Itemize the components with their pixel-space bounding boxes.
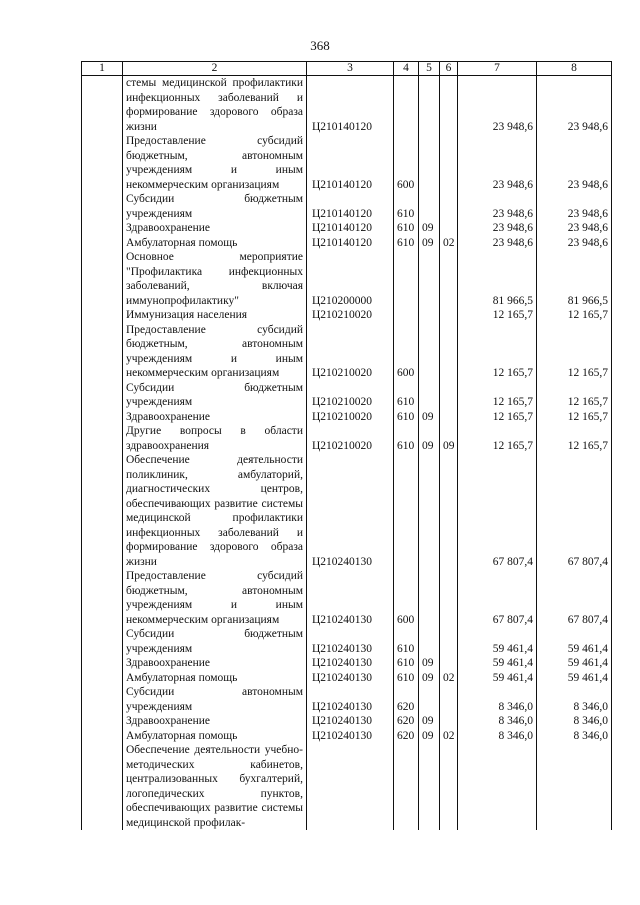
subsection-cell — [440, 453, 458, 569]
subsection-cell — [440, 743, 458, 830]
code-cell: Ц210240130 — [307, 671, 394, 686]
amount-col7-cell: 12 165,7 — [458, 308, 537, 323]
amount-col8-cell: 8 346,0 — [537, 685, 612, 714]
subsection-cell — [440, 381, 458, 410]
subsection-cell — [440, 656, 458, 671]
amount-col8-cell: 8 346,0 — [537, 714, 612, 729]
subsection-cell — [440, 250, 458, 308]
section-cell — [419, 685, 440, 714]
subsection-cell — [440, 685, 458, 714]
code-cell: Ц210240130 — [307, 685, 394, 714]
table-body — [82, 76, 612, 831]
table-row — [82, 656, 612, 671]
column-1-cell — [82, 743, 123, 830]
table-row — [82, 424, 612, 453]
name-cell: Здравоохранение — [123, 656, 307, 671]
name-cell: Иммунизация населения — [123, 308, 307, 323]
column-1-cell — [82, 729, 123, 744]
table-row — [82, 134, 612, 192]
amount-col8-cell: 59 461,4 — [537, 656, 612, 671]
amount-col7-cell: 8 346,0 — [458, 729, 537, 744]
code-cell: Ц210240130 — [307, 656, 394, 671]
amount-col7-cell: 23 948,6 — [458, 192, 537, 221]
column-header: 7 — [458, 62, 537, 76]
expense-type-cell: 620 — [394, 685, 419, 714]
code-cell: Ц210140120 — [307, 76, 394, 135]
column-1-cell — [82, 323, 123, 381]
expense-type-cell: 620 — [394, 729, 419, 744]
table-row — [82, 323, 612, 381]
table-row — [82, 714, 612, 729]
column-1-cell — [82, 76, 123, 135]
amount-col8-cell: 12 165,7 — [537, 410, 612, 425]
amount-col8-cell: 67 807,4 — [537, 569, 612, 627]
name-cell: Предоставление субсидий бюджетным, автономным учреждениям и иным некоммерческим организациям — [123, 323, 307, 381]
section-cell — [419, 381, 440, 410]
page-number: 368 — [310, 38, 330, 53]
section-cell — [419, 76, 440, 135]
amount-col7-cell: 8 346,0 — [458, 685, 537, 714]
subsection-cell — [440, 627, 458, 656]
name-cell: Амбулаторная помощь — [123, 729, 307, 744]
column-header: 2 — [123, 62, 307, 76]
expense-type-cell: 610 — [394, 410, 419, 425]
table-row — [82, 250, 612, 308]
amount-col7-cell: 23 948,6 — [458, 76, 537, 135]
code-cell: Ц210240130 — [307, 453, 394, 569]
expense-type-cell — [394, 250, 419, 308]
name-cell: Здравоохранение — [123, 714, 307, 729]
expense-type-cell — [394, 308, 419, 323]
code-cell: Ц210210020 — [307, 424, 394, 453]
section-cell: 09 — [419, 671, 440, 686]
table-row — [82, 729, 612, 744]
column-1-cell — [82, 685, 123, 714]
table-row — [82, 671, 612, 686]
column-1-cell — [82, 236, 123, 251]
table-row — [82, 192, 612, 221]
amount-col8-cell: 67 807,4 — [537, 453, 612, 569]
section-cell — [419, 192, 440, 221]
amount-col7-cell: 23 948,6 — [458, 221, 537, 236]
table-row — [82, 569, 612, 627]
code-cell: Ц210240130 — [307, 627, 394, 656]
code-cell — [307, 743, 394, 830]
expense-type-cell — [394, 76, 419, 135]
amount-col7-cell: 23 948,6 — [458, 236, 537, 251]
table-row — [82, 308, 612, 323]
expense-type-cell: 610 — [394, 671, 419, 686]
expense-type-cell: 620 — [394, 714, 419, 729]
amount-col7-cell: 81 966,5 — [458, 250, 537, 308]
name-cell: Обеспечение деятельности поликлиник, амбулаторий, диагностических центров, обеспечивающих развитие системы медицинской профилактики инфекционных заболеваний и формирование здорового образа жизни — [123, 453, 307, 569]
table-row — [82, 410, 612, 425]
code-cell: Ц210240130 — [307, 729, 394, 744]
expense-type-cell: 600 — [394, 569, 419, 627]
amount-col8-cell: 23 948,6 — [537, 192, 612, 221]
column-header: 3 — [307, 62, 394, 76]
section-cell: 09 — [419, 424, 440, 453]
table-row — [82, 221, 612, 236]
amount-col7-cell: 59 461,4 — [458, 627, 537, 656]
name-cell: Амбулаторная помощь — [123, 236, 307, 251]
section-cell: 09 — [419, 221, 440, 236]
amount-col8-cell: 59 461,4 — [537, 671, 612, 686]
code-cell: Ц210140120 — [307, 221, 394, 236]
expense-type-cell: 610 — [394, 221, 419, 236]
amount-col8-cell: 23 948,6 — [537, 236, 612, 251]
subsection-cell — [440, 569, 458, 627]
expense-type-cell: 600 — [394, 323, 419, 381]
code-cell: Ц210240130 — [307, 569, 394, 627]
name-cell: Субсидии автономным учреждениям — [123, 685, 307, 714]
table-row — [82, 381, 612, 410]
amount-col8-cell: 12 165,7 — [537, 381, 612, 410]
table-row — [82, 627, 612, 656]
expense-type-cell: 600 — [394, 134, 419, 192]
expense-type-cell: 610 — [394, 192, 419, 221]
subsection-cell — [440, 714, 458, 729]
name-cell: Предоставление субсидий бюджетным, автономным учреждениям и иным некоммерческим организациям — [123, 569, 307, 627]
subsection-cell — [440, 410, 458, 425]
amount-col7-cell: 12 165,7 — [458, 323, 537, 381]
name-cell: Субсидии бюджетным учреждениям — [123, 381, 307, 410]
column-1-cell — [82, 410, 123, 425]
amount-col7-cell: 67 807,4 — [458, 569, 537, 627]
amount-col7-cell: 59 461,4 — [458, 656, 537, 671]
amount-col8-cell: 8 346,0 — [537, 729, 612, 744]
subsection-cell — [440, 323, 458, 381]
subsection-cell — [440, 308, 458, 323]
column-1-cell — [82, 221, 123, 236]
column-header: 5 — [419, 62, 440, 76]
section-cell — [419, 569, 440, 627]
code-cell: Ц210200000 — [307, 250, 394, 308]
column-1-cell — [82, 381, 123, 410]
amount-col8-cell: 12 165,7 — [537, 424, 612, 453]
table-row — [82, 685, 612, 714]
table-row — [82, 743, 612, 830]
name-cell: стемы медицинской профилактики инфекционных заболеваний и формирование здорового образа жизни — [123, 76, 307, 135]
column-1-cell — [82, 656, 123, 671]
name-cell: Основное мероприятие "Профилактика инфекционных заболеваний, включая иммунопрофилактику" — [123, 250, 307, 308]
column-1-cell — [82, 627, 123, 656]
code-cell: Ц210240130 — [307, 714, 394, 729]
section-cell: 09 — [419, 729, 440, 744]
code-cell: Ц210210020 — [307, 381, 394, 410]
name-cell: Субсидии бюджетным учреждениям — [123, 627, 307, 656]
amount-col7-cell: 12 165,7 — [458, 410, 537, 425]
amount-col7-cell: 67 807,4 — [458, 453, 537, 569]
name-cell: Здравоохранение — [123, 221, 307, 236]
code-cell: Ц210140120 — [307, 134, 394, 192]
expense-type-cell: 610 — [394, 381, 419, 410]
budget-table — [81, 61, 612, 830]
amount-col8-cell: 23 948,6 — [537, 134, 612, 192]
name-cell: Здравоохранение — [123, 410, 307, 425]
amount-col7-cell: 23 948,6 — [458, 134, 537, 192]
column-header: 6 — [440, 62, 458, 76]
code-cell: Ц210210020 — [307, 410, 394, 425]
code-cell: Ц210140120 — [307, 236, 394, 251]
section-cell — [419, 308, 440, 323]
subsection-cell — [440, 134, 458, 192]
column-header: 4 — [394, 62, 419, 76]
expense-type-cell — [394, 453, 419, 569]
expense-type-cell: 610 — [394, 236, 419, 251]
section-cell — [419, 453, 440, 569]
name-cell: Другие вопросы в области здравоохранения — [123, 424, 307, 453]
section-cell: 09 — [419, 656, 440, 671]
amount-col8-cell: 23 948,6 — [537, 76, 612, 135]
column-1-cell — [82, 671, 123, 686]
column-1-cell — [82, 569, 123, 627]
column-1-cell — [82, 308, 123, 323]
subsection-cell: 02 — [440, 671, 458, 686]
section-cell — [419, 250, 440, 308]
column-1-cell — [82, 453, 123, 569]
name-cell: Амбулаторная помощь — [123, 671, 307, 686]
subsection-cell: 02 — [440, 729, 458, 744]
section-cell: 09 — [419, 410, 440, 425]
section-cell — [419, 627, 440, 656]
amount-col7-cell: 12 165,7 — [458, 381, 537, 410]
table-row — [82, 76, 612, 135]
table-header-row — [82, 62, 612, 76]
amount-col7-cell: 12 165,7 — [458, 424, 537, 453]
column-1-cell — [82, 424, 123, 453]
name-cell: Субсидии бюджетным учреждениям — [123, 192, 307, 221]
amount-col7-cell — [458, 743, 537, 830]
amount-col8-cell: 12 165,7 — [537, 308, 612, 323]
expense-type-cell: 610 — [394, 424, 419, 453]
expense-type-cell — [394, 743, 419, 830]
expense-type-cell: 610 — [394, 656, 419, 671]
column-header: 8 — [537, 62, 612, 76]
column-1-cell — [82, 134, 123, 192]
amount-col7-cell: 8 346,0 — [458, 714, 537, 729]
section-cell: 09 — [419, 236, 440, 251]
subsection-cell — [440, 76, 458, 135]
subsection-cell: 02 — [440, 236, 458, 251]
subsection-cell: 09 — [440, 424, 458, 453]
subsection-cell — [440, 221, 458, 236]
amount-col8-cell: 23 948,6 — [537, 221, 612, 236]
name-cell: Предоставление субсидий бюджетным, автономным учреждениям и иным некоммерческим организациям — [123, 134, 307, 192]
amount-col8-cell — [537, 743, 612, 830]
amount-col8-cell: 81 966,5 — [537, 250, 612, 308]
code-cell: Ц210140120 — [307, 192, 394, 221]
section-cell — [419, 743, 440, 830]
column-header: 1 — [82, 62, 123, 76]
amount-col8-cell: 12 165,7 — [537, 323, 612, 381]
amount-col8-cell: 59 461,4 — [537, 627, 612, 656]
expense-type-cell: 610 — [394, 627, 419, 656]
subsection-cell — [440, 192, 458, 221]
table-row — [82, 453, 612, 569]
amount-col7-cell: 59 461,4 — [458, 671, 537, 686]
table-row — [82, 236, 612, 251]
section-cell — [419, 134, 440, 192]
code-cell: Ц210210020 — [307, 308, 394, 323]
column-1-cell — [82, 192, 123, 221]
name-cell: Обеспечение деятельности учебно-методических кабинетов, централизованных бухгалтерий, логопедических пунктов, обеспечивающих развитие системы медицинской профилак- — [123, 743, 307, 830]
section-cell — [419, 323, 440, 381]
code-cell: Ц210210020 — [307, 323, 394, 381]
section-cell: 09 — [419, 714, 440, 729]
column-1-cell — [82, 250, 123, 308]
column-1-cell — [82, 714, 123, 729]
